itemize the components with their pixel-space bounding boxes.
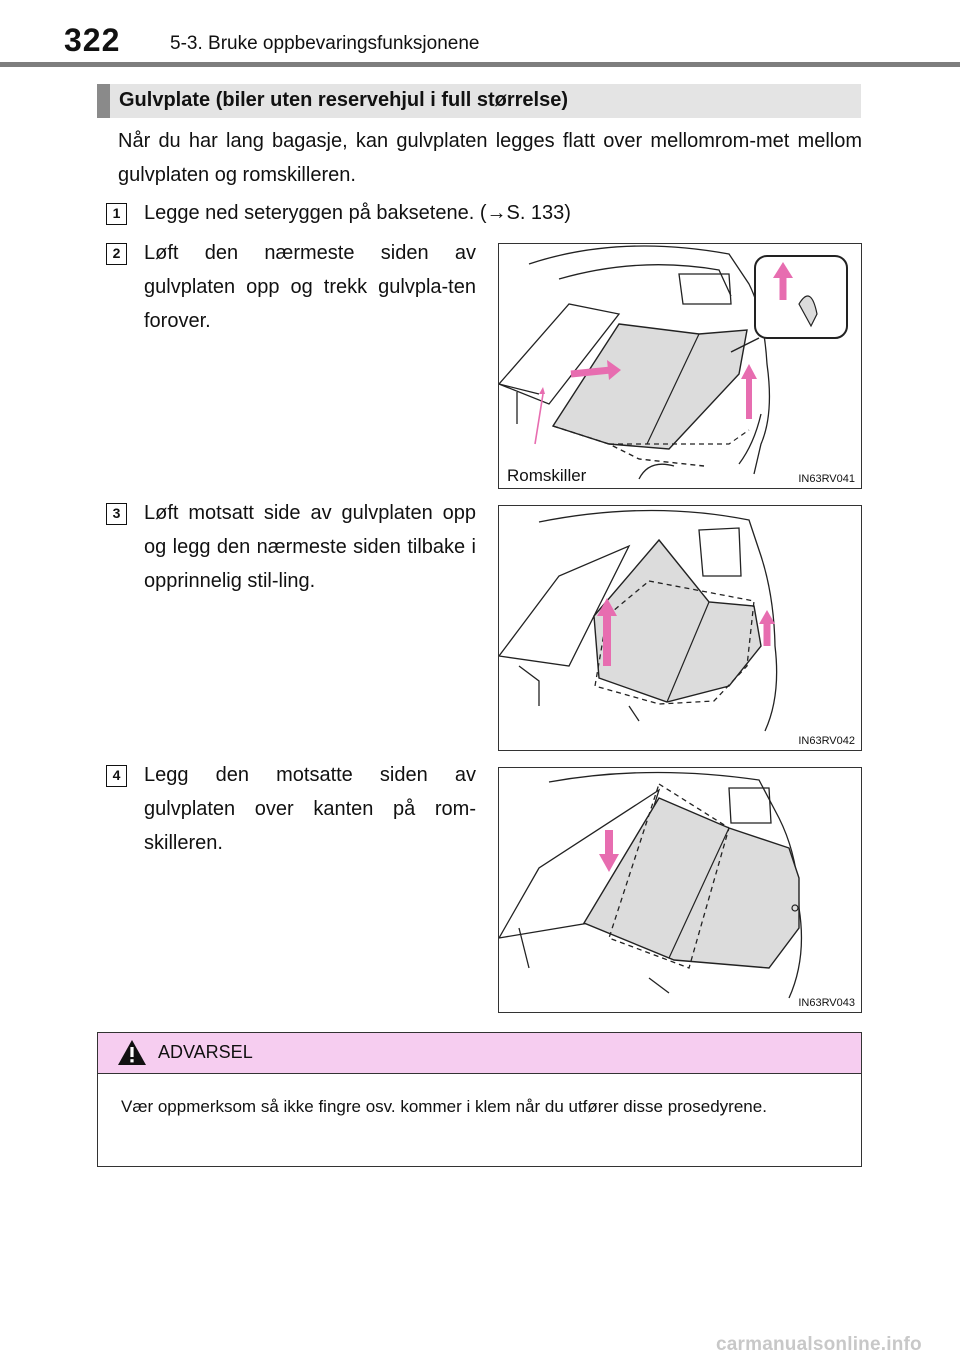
step-number-1: 1 (106, 203, 127, 225)
figure-3 (498, 767, 862, 1013)
warning-box (97, 1032, 862, 1167)
intro-paragraph: Når du har lang bagasje, kan gulvplaten legges flatt over mellomrom-met mellom gulvplaten og romskilleren. (118, 130, 862, 186)
step-text-2: Løft den nærmeste siden av gulvplaten opp og trekk gulvpla-ten forover. (144, 242, 476, 332)
step-number-4: 4 (106, 765, 127, 787)
page-number: 322 (64, 22, 121, 58)
figure-1-illustration (499, 244, 862, 489)
figure-3-code: IN63RV043 (798, 997, 855, 1009)
step-text-1: Legge ned seteryggen på baksetene. (→S. 133) (144, 202, 571, 224)
figure-1 (498, 243, 862, 489)
figure-1-code: IN63RV041 (798, 473, 855, 485)
figure-2-illustration (499, 506, 862, 751)
step-text-3: Løft motsatt side av gulvplaten opp og legg den nærmeste siden tilbake i opprinnelig stil-ling. (144, 502, 476, 592)
figure-3-illustration (499, 768, 862, 1013)
figure-2-code: IN63RV042 (798, 735, 855, 747)
step-text-4: Legg den motsatte siden av gulvplaten over kanten på rom-skilleren. (144, 764, 476, 854)
watermark: carmanualsonline.info (716, 1334, 922, 1355)
section-heading-text: Gulvplate (biler uten reservehjul i full størrelse) (119, 89, 569, 111)
warning-triangle-icon (117, 1039, 147, 1066)
chapter-title: 5-3. Bruke oppbevaringsfunksjonene (170, 33, 480, 54)
warning-title: ADVARSEL (158, 1042, 253, 1062)
warning-body: Vær oppmerksom så ikke fingre osv. kommer i klem når du utfører disse prosedyrene. (121, 1097, 767, 1116)
step-number-3: 3 (106, 503, 127, 525)
figure-2 (498, 505, 862, 751)
romskiller-callout: Romskiller (507, 466, 587, 485)
step-number-2: 2 (106, 243, 127, 265)
warning-header (98, 1033, 861, 1074)
header-rule (0, 62, 960, 67)
section-heading (97, 84, 861, 118)
